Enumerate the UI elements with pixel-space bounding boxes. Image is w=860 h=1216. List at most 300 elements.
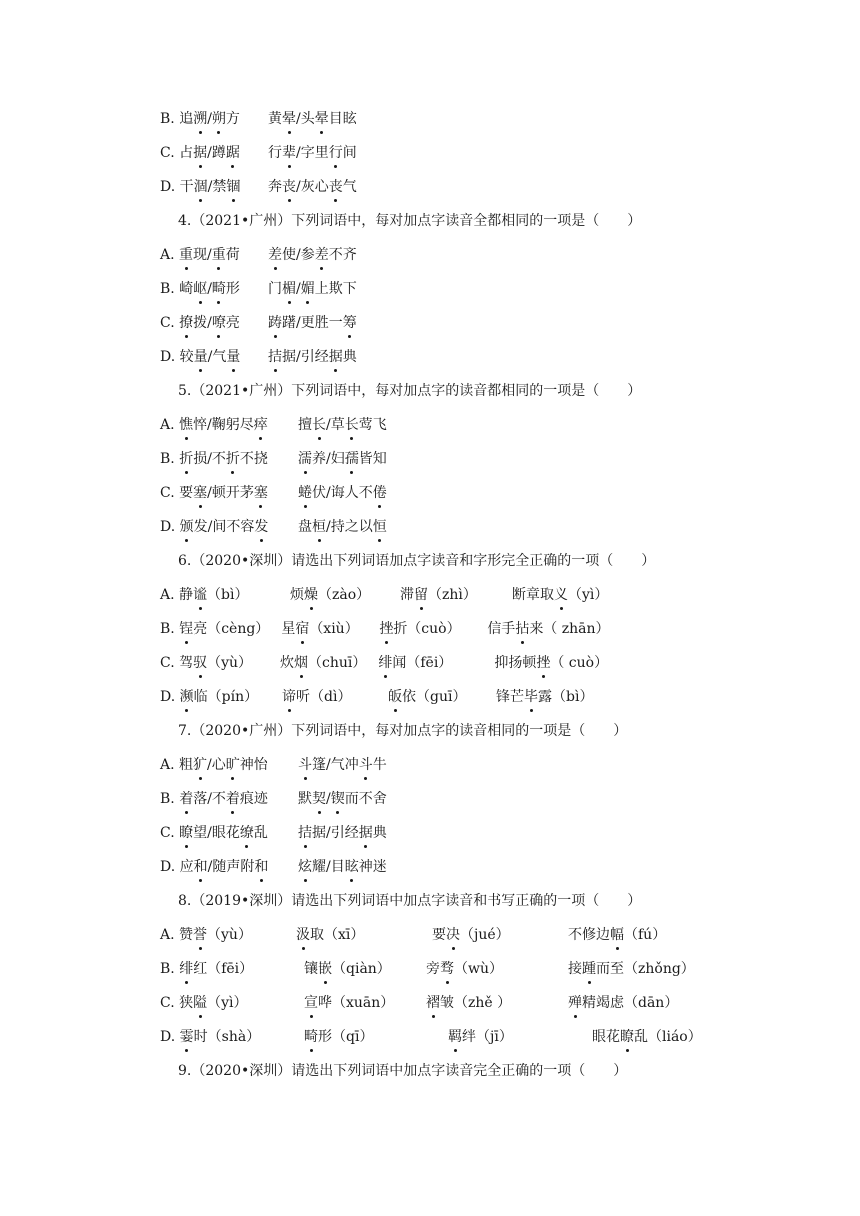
emphasis-dotted-char: 倦 bbox=[373, 481, 387, 505]
emphasis-dotted-char: 撩 bbox=[179, 311, 193, 335]
answer-option bbox=[160, 311, 357, 335]
term-text: A. 粗 bbox=[160, 757, 194, 773]
term-text: 而不舍 bbox=[344, 791, 387, 807]
option-term bbox=[160, 685, 270, 709]
option-term bbox=[268, 311, 357, 335]
option-term bbox=[568, 957, 695, 981]
term-text: 黄 bbox=[268, 111, 282, 127]
term-text: 红（fēi） bbox=[193, 961, 254, 977]
term-text: 典 bbox=[372, 825, 387, 841]
emphasis-dotted-char: 谧 bbox=[193, 583, 207, 607]
option-term bbox=[160, 481, 286, 505]
emphasis-dotted-char: 据 bbox=[193, 141, 207, 165]
emphasis-dotted-char: 据 bbox=[329, 345, 343, 369]
term-text: 躇/更胜一 bbox=[282, 315, 343, 331]
term-text: 门 bbox=[268, 281, 282, 297]
emphasis-dotted-char: 楣 bbox=[282, 277, 296, 301]
term-text: /顿开茅 bbox=[207, 485, 254, 501]
emphasis-dotted-char: 塞 bbox=[193, 481, 207, 505]
option-term bbox=[160, 753, 286, 777]
emphasis-dotted-char: 皈 bbox=[388, 685, 402, 709]
option-term bbox=[426, 957, 556, 981]
option-term bbox=[281, 617, 367, 641]
option-term bbox=[298, 481, 387, 505]
emphasis-dotted-char: 瞭 bbox=[620, 1025, 634, 1049]
option-term bbox=[568, 991, 678, 1015]
emphasis-dotted-char: 颁 bbox=[180, 515, 194, 539]
term-text: 拨/ bbox=[193, 315, 212, 331]
answer-option bbox=[160, 447, 387, 471]
emphasis-dotted-char: 行 bbox=[329, 141, 343, 165]
term-text: 上欺下 bbox=[314, 281, 357, 297]
term-text: 滞 bbox=[400, 587, 414, 603]
term-text: 养/妇 bbox=[312, 451, 345, 467]
answer-option bbox=[160, 175, 357, 199]
term-text: （yì） bbox=[568, 587, 609, 603]
term-text: D. 较 bbox=[160, 349, 194, 365]
term-text: 临（pín） bbox=[193, 689, 259, 705]
option-term bbox=[268, 107, 357, 131]
emphasis-dotted-char: 燥 bbox=[304, 583, 318, 607]
term-text: 信手 bbox=[487, 621, 516, 637]
emphasis-dotted-char: 嵌 bbox=[318, 957, 332, 981]
term-text: 星 bbox=[281, 621, 296, 637]
term-text: 据/引经 bbox=[312, 825, 359, 841]
option-term bbox=[160, 277, 256, 301]
emphasis-dotted-char: 朔 bbox=[212, 107, 226, 131]
option-term bbox=[426, 991, 556, 1015]
emphasis-dotted-char: 涸 bbox=[194, 175, 208, 199]
term-text: 时（shà） bbox=[193, 1029, 261, 1045]
option-term bbox=[290, 583, 388, 607]
option-term bbox=[160, 787, 286, 811]
answer-option bbox=[160, 107, 357, 131]
emphasis-dotted-char: 岖 bbox=[193, 277, 207, 301]
emphasis-dotted-char: 犷 bbox=[193, 753, 207, 777]
term-text: /持之以 bbox=[326, 519, 373, 535]
option-term bbox=[268, 345, 357, 369]
emphasis-dotted-char: 折 bbox=[226, 447, 240, 471]
term-text: 据/引经 bbox=[282, 349, 329, 365]
term-text: 荷 bbox=[225, 247, 240, 263]
term-text: 擅 bbox=[298, 417, 312, 433]
term-text: 闻（fēi） bbox=[392, 655, 453, 671]
term-text: 旁 bbox=[426, 961, 440, 977]
option-term bbox=[298, 787, 387, 811]
term-text: B. bbox=[160, 451, 180, 467]
term-text: （bì） bbox=[207, 587, 249, 603]
term-text: C. 要 bbox=[160, 485, 194, 501]
term-text: 不齐 bbox=[328, 247, 357, 263]
emphasis-dotted-char: 汲 bbox=[296, 923, 310, 947]
emphasis-dotted-char: 濒 bbox=[180, 685, 194, 709]
option-term bbox=[160, 515, 286, 539]
term-text: 而至（zhǒng） bbox=[596, 961, 695, 977]
term-text: 目眩 bbox=[328, 111, 357, 127]
term-text: （chuī） bbox=[308, 655, 367, 671]
term-text: 听（dì） bbox=[296, 689, 352, 705]
answer-option bbox=[160, 617, 610, 641]
emphasis-dotted-char: 旷 bbox=[226, 753, 240, 777]
option-term bbox=[268, 243, 357, 267]
term-text: C. 占 bbox=[160, 145, 194, 161]
emphasis-dotted-char: 塞 bbox=[254, 481, 268, 505]
term-text: /禁 bbox=[207, 179, 227, 195]
emphasis-dotted-char: 契 bbox=[312, 787, 326, 811]
emphasis-dotted-char: 憔 bbox=[179, 413, 193, 437]
emphasis-dotted-char: 和 bbox=[194, 855, 208, 879]
emphasis-dotted-char: 锢 bbox=[226, 175, 240, 199]
option-term bbox=[160, 1025, 292, 1049]
emphasis-dotted-char: 和 bbox=[254, 855, 268, 879]
emphasis-dotted-char: 长 bbox=[312, 413, 326, 437]
term-text: 精竭虑（dān） bbox=[582, 995, 679, 1011]
emphasis-dotted-char: 差 bbox=[268, 243, 282, 267]
emphasis-dotted-char: 筹 bbox=[343, 311, 357, 335]
term-text: 形（qī） bbox=[318, 1029, 374, 1045]
term-text: B. bbox=[160, 791, 180, 807]
option-term bbox=[400, 583, 500, 607]
option-term bbox=[304, 957, 414, 981]
emphasis-dotted-char: 幅 bbox=[610, 923, 624, 947]
option-term bbox=[282, 685, 376, 709]
term-text: 亮 bbox=[225, 315, 240, 331]
emphasis-dotted-char: 折 bbox=[179, 447, 193, 471]
term-text: 发/间不容 bbox=[193, 519, 255, 535]
term-text: 哗（xuān） bbox=[318, 995, 395, 1011]
term-text: /气 bbox=[207, 349, 227, 365]
option-term bbox=[298, 413, 387, 437]
term-text: /头 bbox=[296, 111, 315, 127]
emphasis-dotted-char: 拮 bbox=[268, 345, 282, 369]
term-text: 悴/鞠躬尽 bbox=[193, 417, 254, 433]
term-text: 皆知 bbox=[358, 451, 387, 467]
option-term bbox=[268, 277, 357, 301]
term-text: （xiù） bbox=[309, 621, 359, 637]
term-text: 取（xī） bbox=[310, 927, 365, 943]
emphasis-dotted-char: 孺 bbox=[345, 447, 359, 471]
option-term bbox=[160, 413, 286, 437]
answer-option bbox=[160, 243, 357, 267]
option-term bbox=[298, 447, 387, 471]
emphasis-dotted-char: 溯 bbox=[193, 107, 207, 131]
emphasis-dotted-char: 着 bbox=[226, 787, 240, 811]
emphasis-dotted-char: 发 bbox=[254, 515, 268, 539]
term-text: 抑扬顿 bbox=[494, 655, 537, 671]
term-text: 盘 bbox=[298, 519, 312, 535]
emphasis-dotted-char: 宿 bbox=[295, 617, 309, 641]
term-text: 牛 bbox=[372, 757, 387, 773]
term-text: （yù） bbox=[207, 927, 252, 943]
emphasis-dotted-char: 重 bbox=[212, 243, 226, 267]
answer-option bbox=[160, 277, 357, 301]
answer-option bbox=[160, 345, 357, 369]
term-text: 乱 bbox=[253, 825, 268, 841]
option-term bbox=[160, 141, 256, 165]
emphasis-dotted-char: 炫 bbox=[298, 855, 312, 879]
emphasis-dotted-char: 眩 bbox=[345, 855, 359, 879]
emphasis-dotted-char: 誉 bbox=[193, 923, 207, 947]
option-term bbox=[280, 651, 366, 675]
answer-option bbox=[160, 583, 608, 607]
term-text: （qiàn） bbox=[332, 961, 391, 977]
answer-option bbox=[160, 685, 593, 709]
question-stem: 5.（2021•广州）下列词语中，每对加点字的读音都相同的一项是（ ） bbox=[178, 383, 642, 399]
option-term bbox=[379, 617, 475, 641]
term-text: 耀/目 bbox=[312, 859, 345, 875]
term-text: （wù） bbox=[454, 961, 503, 977]
term-text: 望/眼花 bbox=[193, 825, 240, 841]
option-term bbox=[160, 991, 292, 1015]
term-text: / bbox=[207, 111, 212, 127]
term-text: A. 静 bbox=[160, 587, 194, 603]
term-text: 依（guī） bbox=[402, 689, 467, 705]
option-term bbox=[298, 515, 387, 539]
emphasis-dotted-char: 桓 bbox=[312, 515, 326, 539]
emphasis-dotted-char: 辈 bbox=[282, 141, 296, 165]
term-text: （yù） bbox=[207, 655, 253, 671]
option-term bbox=[494, 651, 608, 675]
emphasis-dotted-char: 殚 bbox=[568, 991, 582, 1015]
term-text: A. 赞 bbox=[160, 927, 194, 943]
answer-option bbox=[160, 413, 387, 437]
term-text: B. 崎 bbox=[160, 281, 194, 297]
answer-option bbox=[160, 991, 678, 1015]
option-term bbox=[160, 821, 286, 845]
answer-option bbox=[160, 855, 387, 879]
term-text: 神怡 bbox=[239, 757, 268, 773]
term-text: /字里 bbox=[296, 145, 329, 161]
emphasis-dotted-char: 恒 bbox=[373, 515, 387, 539]
answer-option bbox=[160, 753, 387, 777]
term-text: 亮（cèng） bbox=[193, 621, 270, 637]
emphasis-dotted-char: 丧 bbox=[282, 175, 296, 199]
emphasis-dotted-char: 媚 bbox=[301, 277, 315, 301]
option-term bbox=[304, 1025, 436, 1049]
term-text: 烦 bbox=[290, 587, 304, 603]
question-stem: 4.（2021•广州）下列词语中，每对加点字读音全都相同的一项是（ ） bbox=[178, 213, 642, 229]
emphasis-dotted-char: 斗 bbox=[298, 753, 312, 777]
term-text: / bbox=[296, 281, 301, 297]
answer-option bbox=[160, 1025, 702, 1049]
emphasis-dotted-char: 踵 bbox=[582, 957, 596, 981]
emphasis-dotted-char: 拈 bbox=[515, 617, 529, 641]
emphasis-dotted-char: 缭 bbox=[240, 821, 254, 845]
term-text: 典 bbox=[342, 349, 357, 365]
emphasis-dotted-char: 烟 bbox=[294, 651, 308, 675]
emphasis-dotted-char: 晕 bbox=[315, 107, 329, 131]
emphasis-dotted-char: 着 bbox=[179, 787, 193, 811]
question-stem: 6.（2020•深圳）请选出下列词语加点字读音和字形完全正确的一项（ ） bbox=[178, 553, 656, 569]
question-stem: 9.（2020•深圳）请选出下列词语中加点字读音完全正确的一项（ ） bbox=[178, 1063, 628, 1079]
term-text: C. bbox=[160, 825, 180, 841]
term-text: 气 bbox=[342, 179, 357, 195]
emphasis-dotted-char: 羁 bbox=[448, 1025, 462, 1049]
answer-option bbox=[160, 481, 387, 505]
term-text: /心 bbox=[207, 757, 226, 773]
term-text: 落/不 bbox=[193, 791, 226, 807]
emphasis-dotted-char: 重 bbox=[179, 243, 193, 267]
term-text: A. bbox=[160, 247, 180, 263]
term-text: 使/参 bbox=[282, 247, 315, 263]
term-text: / bbox=[326, 791, 331, 807]
emphasis-dotted-char: 踌 bbox=[268, 311, 282, 335]
emphasis-dotted-char: 丧 bbox=[329, 175, 343, 199]
term-text: （ cuò） bbox=[550, 655, 609, 671]
term-text: 奔 bbox=[268, 179, 282, 195]
option-term bbox=[592, 1025, 702, 1049]
question-stem: 8.（2019•深圳）请选出下列词语中加点字读音和书写正确的一项（ ） bbox=[178, 893, 642, 909]
term-text: D. bbox=[160, 1029, 180, 1045]
option-term bbox=[160, 617, 269, 641]
answer-option bbox=[160, 923, 666, 947]
emphasis-dotted-char: 驭 bbox=[193, 651, 207, 675]
term-text: /草 bbox=[326, 417, 345, 433]
term-text: / bbox=[207, 281, 212, 297]
term-text: 形 bbox=[225, 281, 240, 297]
emphasis-dotted-char: 霎 bbox=[180, 1025, 194, 1049]
term-text: /随声附 bbox=[207, 859, 255, 875]
term-text: 接 bbox=[568, 961, 582, 977]
option-term bbox=[268, 141, 357, 165]
option-term bbox=[160, 175, 256, 199]
option-term bbox=[487, 617, 609, 641]
option-term bbox=[160, 651, 268, 675]
option-term bbox=[160, 107, 256, 131]
emphasis-dotted-char: 挫 bbox=[379, 617, 393, 641]
term-text: 现/ bbox=[193, 247, 212, 263]
term-text: 锋芒 bbox=[496, 689, 524, 705]
term-text: 眼花 bbox=[592, 1029, 620, 1045]
option-term bbox=[160, 447, 286, 471]
option-term bbox=[304, 991, 414, 1015]
answer-option bbox=[160, 957, 695, 981]
term-text: （fú） bbox=[624, 927, 667, 943]
option-term bbox=[160, 923, 284, 947]
emphasis-dotted-char: 瞭 bbox=[179, 821, 193, 845]
option-term bbox=[378, 651, 482, 675]
term-text: 伏/诲人不 bbox=[312, 485, 373, 501]
term-text: A. bbox=[160, 417, 180, 433]
option-term bbox=[496, 685, 593, 709]
answer-option bbox=[160, 787, 387, 811]
answer-option bbox=[160, 651, 608, 675]
answer-option bbox=[160, 515, 387, 539]
emphasis-dotted-char: 斗 bbox=[359, 753, 373, 777]
term-text: （zhì） bbox=[428, 587, 477, 603]
option-term bbox=[568, 923, 666, 947]
emphasis-dotted-char: 绯 bbox=[179, 957, 193, 981]
term-text: C. 狭 bbox=[160, 995, 194, 1011]
option-term bbox=[160, 583, 278, 607]
term-text: 绊（jī） bbox=[462, 1029, 513, 1045]
option-term bbox=[388, 685, 484, 709]
emphasis-dotted-char: 毕 bbox=[524, 685, 538, 709]
term-text: 默 bbox=[298, 791, 312, 807]
option-term bbox=[296, 923, 420, 947]
option-term bbox=[268, 175, 357, 199]
emphasis-dotted-char: 褶 bbox=[426, 991, 440, 1015]
emphasis-dotted-char: 谛 bbox=[282, 685, 296, 709]
emphasis-dotted-char: 宣 bbox=[304, 991, 318, 1015]
emphasis-dotted-char: 长 bbox=[345, 413, 359, 437]
option-term bbox=[512, 583, 608, 607]
emphasis-dotted-char: 决 bbox=[446, 923, 460, 947]
term-text: 折（cuò） bbox=[393, 621, 461, 637]
emphasis-dotted-char: 蜷 bbox=[298, 481, 312, 505]
emphasis-dotted-char: 挫 bbox=[536, 651, 550, 675]
emphasis-dotted-char: 嘹 bbox=[212, 311, 226, 335]
term-text: 炊 bbox=[280, 655, 294, 671]
term-text: C. 驾 bbox=[160, 655, 194, 671]
term-text: 神迷 bbox=[358, 859, 387, 875]
term-text: 断章取 bbox=[512, 587, 554, 603]
term-text: 来（ zhān） bbox=[529, 621, 610, 637]
term-text: （zào） bbox=[318, 587, 371, 603]
term-text: 皱（zhě ） bbox=[440, 995, 512, 1011]
emphasis-dotted-char: 量 bbox=[194, 345, 208, 369]
emphasis-dotted-char: 隘 bbox=[193, 991, 207, 1015]
emphasis-dotted-char: 差 bbox=[315, 243, 329, 267]
answer-option bbox=[160, 821, 387, 845]
term-text: 行 bbox=[268, 145, 282, 161]
emphasis-dotted-char: 锲 bbox=[331, 787, 345, 811]
option-term bbox=[448, 1025, 580, 1049]
term-text: D. 应 bbox=[160, 859, 194, 875]
term-text: 莺飞 bbox=[358, 417, 387, 433]
term-text: C. bbox=[160, 315, 180, 331]
option-term bbox=[160, 311, 256, 335]
term-text: B. 追 bbox=[160, 111, 194, 127]
term-text: 镶 bbox=[304, 961, 318, 977]
emphasis-dotted-char: 畸 bbox=[304, 1025, 318, 1049]
term-text: D. bbox=[160, 689, 180, 705]
term-text: 篷/气冲 bbox=[312, 757, 359, 773]
option-term bbox=[160, 345, 256, 369]
option-term bbox=[298, 753, 387, 777]
option-term bbox=[298, 855, 387, 879]
term-text: B. bbox=[160, 961, 180, 977]
term-text: 间 bbox=[342, 145, 357, 161]
term-text: /灰心 bbox=[296, 179, 329, 195]
term-text: 痕迹 bbox=[239, 791, 268, 807]
answer-option bbox=[160, 141, 357, 165]
option-term bbox=[160, 243, 256, 267]
question-stem: 7.（2020•广州）下列词语中，每对加点字的读音相同的一项是（ ） bbox=[178, 723, 628, 739]
term-text: 乱（liáo） bbox=[634, 1029, 702, 1045]
emphasis-dotted-char: 绯 bbox=[378, 651, 392, 675]
emphasis-dotted-char: 畸 bbox=[212, 277, 226, 301]
term-text: 不挠 bbox=[239, 451, 268, 467]
emphasis-dotted-char: 拮 bbox=[298, 821, 312, 845]
term-text: 损/不 bbox=[193, 451, 226, 467]
option-term bbox=[432, 923, 556, 947]
term-text: B. bbox=[160, 621, 180, 637]
term-text: （jué） bbox=[460, 927, 510, 943]
term-text: 要 bbox=[432, 927, 446, 943]
option-term bbox=[160, 957, 292, 981]
emphasis-dotted-char: 晕 bbox=[282, 107, 296, 131]
term-text: （yì） bbox=[207, 995, 248, 1011]
option-term bbox=[298, 821, 387, 845]
emphasis-dotted-char: 义 bbox=[554, 583, 568, 607]
term-text: 不修边 bbox=[568, 927, 610, 943]
emphasis-dotted-char: 踞 bbox=[226, 141, 240, 165]
emphasis-dotted-char: 瘁 bbox=[254, 413, 268, 437]
emphasis-dotted-char: 濡 bbox=[298, 447, 312, 471]
term-text: 露（bì） bbox=[538, 689, 594, 705]
emphasis-dotted-char: 量 bbox=[226, 345, 240, 369]
